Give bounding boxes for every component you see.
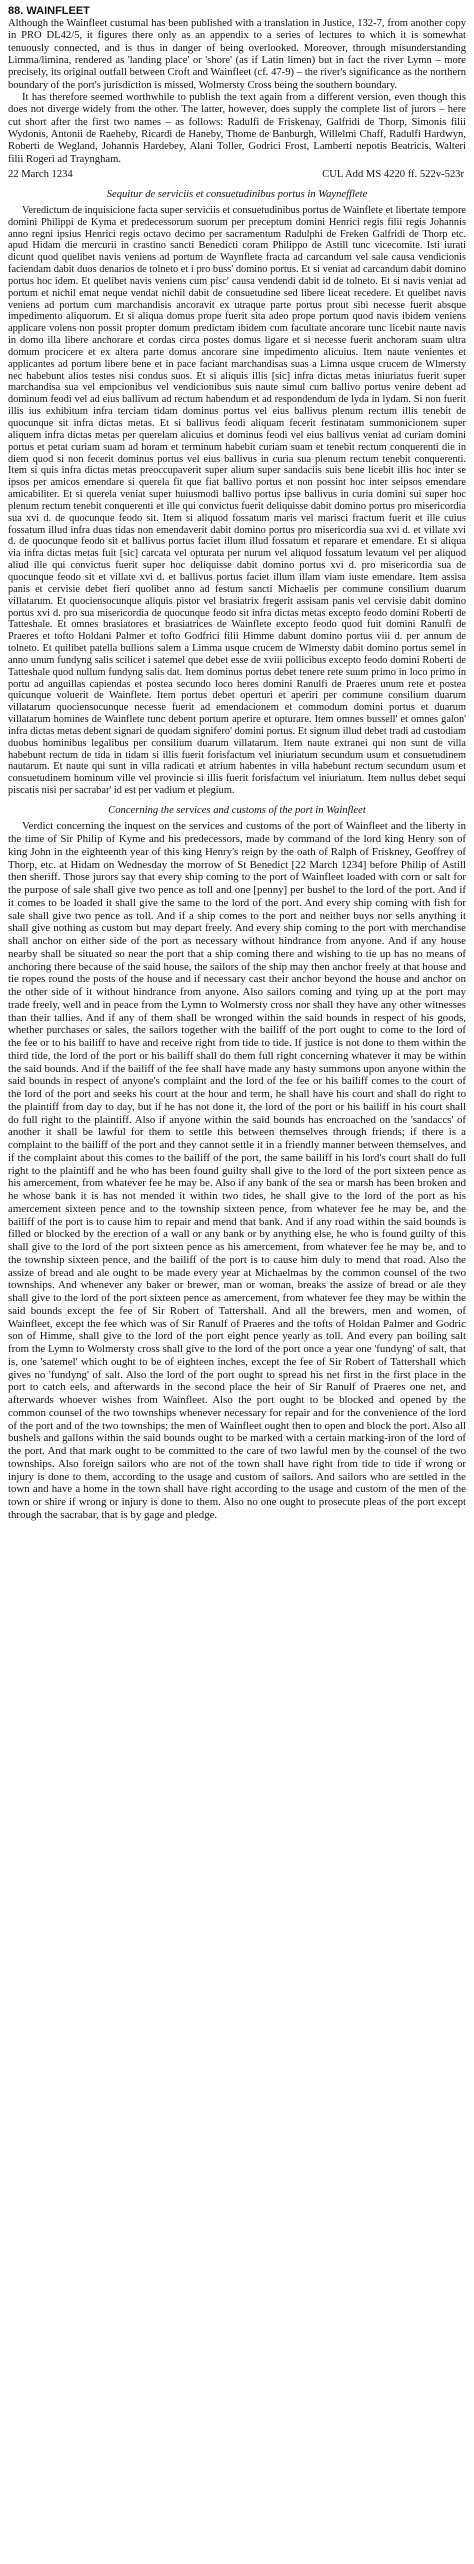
english-section (8, 820, 466, 1521)
latin-section-title: Sequitur de serviciis et consuetudinibus portus in Waynefflete (106, 189, 368, 201)
dateline (8, 169, 466, 181)
intro-paragraph-2: It has therefore seemed worthwhile to publish the text again from a different version, even though this does not diverge widely from the other. The latter, however, does supply the complete list of jurors – here cut short after the first two names – as follows: Radulfi de Friskenay, Galfridi de Thorp, Simonis filii Wydonis, Antonii de Raeheby, Ricardi de Haneby, Thome de Banburgh, Willelmi Chaff, Radulfi Hardwyn, Roberti de Wegland, Johannis Hardebey, Alani Toller, Godrici Frost, Lamberti nepotis Beatricis, Walteri filii Rogeri ad Trayngham. (8, 92, 466, 165)
document-heading: 88. WAINFLEET (8, 5, 90, 17)
document-date: 22 March 1234 (8, 169, 73, 181)
latin-text: Veredictum de inquisicione facta super serviciis et consuetudinibus portus de Wainflete et libertate tempore domini Philippi de Kyma et predecessorum suorum per preceptum domini Henrici regis filii regis Johannis anno regni ipsius Henrici regis octavo decimo per sacramentum Radulphi de Freken Galfridi de Thorp etc. apud Hidam die mercurii in crastino sancti Benedicti coram Philippo de Astill tunc vicecomite. Isti iurati dicunt quod quelibet navis veniens ad portum de Waynflete fracta ad carcandum vel sale causa vendicionis faciendam dabit duos denarios de tolneto et i pro buss' domino portus. Et si veniat ad carcandum dabit domino portus hoc idem. Et quelibet navis veniens cum pisc' causa vendendi dabit id de tolneto. Et si navis veniat ad portum et nichil emat neque vendat nichil dabit de consuetudine sed libere liceat recedere. Et quelibet navis veniens ad portum cum marchandisis ancoravit ex utraque parte portus prout sibi necesse fuerit absque impedimento aliquorum. Et si aliqua domus prope fuerit sita adeo prope portum quod navis ibidem veniens applicare volens non possit propter domum predictam ibidem cum facultate ancorare tunc licebit naute navis in domo illa libere anchorare et cordas circa postes domus ligare et si necesse fuerit anchoram suam ultra domum procicere et ex altera parte domus ancorare sine impedimento alicuius. Item naute venientes et applicantes ad portum libere bene et in pace faciant marchandisas suas a Limna usque crucem de Wlmersty nec habebunt alios testes nisi condus suos. Et si aliquis illis [sic] infra dictas metas iniuriatus fuerit super marchandisa sua vel empcionibus vel vendicionibus suis naute simul cum ballivo portus venire debent ad dominum feodi vel ad eius ballivum ad rectum habendum et ad respondendum de lyda in lydam. Si non fuerit illis ius exhibitum infra terciam tidam dominus portus vel eius ballivus plenum rectum illis tenebit de quocunque sit infra dictas metas. Et si ballivus feodi aliquam fecerit festinatam summonicionem super aliquem infra dictas metas per querelam alicuius et dominus feodi vel eius ballivus veniat ad curiam domini portus et petat curiam suam ad horam et terminum habebit curiam suam et tenebit rectum conquerenti die in diem quod si non fecerit dominus portus vel eius ballivus in curia sua plenum rectum tenebit conquerenti. Item si quis infra dictas metas preoccupaverit super alium super sandaciis suis bene licebit illis hoc inter se ipsos per amicos emendare si querela fit que fiat ballivo portus et non possint hoc inter seipsos emendare amicabiliter. Et si querela veniat super huiusmodi ballivo portus ipse ballivus in curia domini sui super hoc plenum rectum tenebit conquerenti et ille qui convictus fuerit deliquisse dabit domino portus pro misericordia sua xvi d. de quocunque feodo sit. Item si aliquod fossatum maris vel marisci fractum fuerit et ille cuius fossatum illud infra duas tidas non emendaverit dabit domino portus pro misericordia sua xvi d. et villate xvi d. de quocunque feodo sit et ballivus portus faciet illum illud fossatum et reparare et emendare. Et si aliqua via infra dictas metas fuit [sic] carcata vel opturata per nurum vel aliquod fossatum levatum vel per aliquod aliud ille qui convictus fuerit super hoc deliquisse dabit domino portus xvi d. pro misericordia sua de quocunque feodo sit et villate xvi d. et ballivus portus faciet illum illam viam iuste emendare. Item assisa panis et cervisie debet fieri quolibet anno ad festum sancti Michaelis per commune consilium duarum villatarum. Et quociensocunque aliquis pistor vel brasiatrix fregerit assisam panis vel cervisie dabit domino portus xvi d. pro sua misericordia de quocunque feodo sit infra dictas metas excepto feodo domini Roberti de Tatteshale. Et omnes brasiatores et brasiatrices de Wainflete excepto feodo quod fuit domini Ranulfi de Praeres et tofto Holdani Palmer et tofto Godfrici filii Himme dabunt domino portus viii d. per annum de tolneto. Et quilibet patella bullions salem a Limma usque crucem de Wlmersty dabit domino portus semel in anno unum fundyng salis scilicet i satemel que debet esse de xviii pollicibus excepto feodo domini Roberti de Tatteshale quod nullum fundyng salis dat. Item dominus portus debet tenere rete suum primo in loco primo in portu ad anguillas capiendas et postea secundo loco heres domini Ranulfi de Praeres unum rete et postea quicunque voluerit de Wainflete. Item portus debet operturi et aperiri per commune consilium duarum villatarum quociensocunque necesse fuerit ad emendacionem et commodum domini portus et duarum villatarum homines de Wainflete tunc debent portum aperire et opturare. Item omnes bussell' et omnes galon' infra dictas metas debent signari de quodam signifero' domini portus. Et signum illud debet tradi ad custodiam duobus hominibus legalibus per consilium duarum villatarum. Item naute extranei qui non sunt de villa habebunt rectum de tida in tidam si illis fuerit forisfactum vel iniuriatum secundum usum et consuetudinem nautarum. Et naute qui sunt in villa radicati et atrium habentes in villa habebunt rectum secundum usum et consuetudinem hominum ville vel provincie si illis fuerit forisfactum vel iniuriatum. Item nullus debet sequi piscatis nisi per sacrabar' id est per vadium et plegium. (8, 204, 466, 797)
manuscript-source: CUL Add MS 4220 ff. 522v-523r (322, 169, 464, 181)
english-text: Verdict concerning the inquest on the services and customs of the port of Wainfleet and the liberty in the time of Sir Philip of Kyme and his predecessors, made by command of the lord king Henry son of king John in the eighteenth year of this king Henry's reign by the oath of Ralph of Friskney, Geoffrey of Thorp, etc. at Hidam on Wednesday the morrow of St Benedict [22 March 1234] before Philip of Astill then sheriff. Those jurors say that every ship coming to the port of Wainfleet loaded with corn or salt for the purpose of sale shall give two pence as toll and one [penny] per bushel to the lord of the port. And if it comes to be loaded it shall give the same to the lord of the port. And every ship coming with fish for sale shall give two pence as toll. And if a ship comes to the port and neither buys nor sells anything it shall give nothing as custom but may depart freely. And every ship coming to the port with merchandise shall anchor on either side of the port as necessary without hindrance from anyone. And if any house nearby shall be situated so near the port that a ship coming there and wishing to tie up has no means of anchoring there because of the said house, the sailors of the ship may then anchor freely at that house and tie ropes round the posts of the house and if necessary cast their anchor beyond the house and anchor on the other side of it without hindrance from anyone. Also sailors coming and tying up at the port may trade freely, well and in peace from the Lymn to Wolmersty cross nor shall they have any other witnesses than their tallies. And if any of them shall be wronged within the said bounds in respect of his goods, whether purchases or sales, the sailors together with the bailiff of the port ought to come to the lord of the fee or to his bailiff to have and receive right from tide to tide. If justice is not done to them within the third tide, the lord of the port or his bailiff shall do them full right concerning whatever it may be within the said bounds. And if the bailiff of the fee shall have made any hasty summons upon anyone within the said bounds in respect of anyone's complaint and the lord of the fee or his bailiff comes to the court of the lord of the port and seeks his court at the hour and term, he shall have his court and shall do right to the plaintiff from day to day, but if he has not done it, the lord of the port or his bailiff in his court shall do full right to the plaintiff. Also if anyone within the said bounds has encroached on the 'sandaccs' of another it shall be lawful for them to settle this between themselves through friends; if there is a complaint to the bailiff of the port and they cannot settle it in a friendly manner between themselves, and if the complaint about this comes to the bailiff of the port, the same bailiff in his lord's court shall do full right to the plaintiff and he who has been found guilty shall give to the lord of the port sixteen pence as his amercement, from whatever fee he may be. Also if any bank of the sea or marsh has been broken and he whose bank it is has not mended it within two tides, he shall give to the lord of the port as his amercement sixteen pence and to the township sixteen pence, from whatever fee he may be, and the bailiff of the port is to cause him to repair and mend that bank. And if any road within the said bounds is filled or blocked by the erection of a wall or any bank or by anything else, he who is found guilty of this shall give to the lord of the port sixteen pence as his amercement, from whatever fee he may be, and to the township sixteen pence, and the bailiff of the port is to cause him duly to mend that road. Also the assize of bread and ale ought to be made every year at Michaelmas by the common counsel of the two townships. And whenever any baker or brewer, man or woman, breaks the assize of bread or ale they shall give to the lord of the port sixteen pence as amercement, from whatever fee they may be within the said bounds except the fee of Sir Robert of Tattershall. And all the brewers, men and women, of Wainfleet, except the fee which was of Sir Ranulf of Praeres and the tofts of Holdan Palmer and Godric son of Himme, shall give to the lord of the port eight pence yearly as toll. And every pan boiling salt from the Lymn to Wolmersty cross shall give to the lord of the port once a year one 'fundyng' of salt, that is, one 'satemel' which ought to be of eighteen inches, except the fee of Sir Robert of Tattershall which gives no 'fundyng' of salt. Also the lord of the port ought to spread his net first in the first place in the port to catch eels, and afterwards in the second place the heir of Sir Ranulf of Praeres one net, and afterwards whoever wishes from Wainfleet. Also the port ought to be blocked and opened by the common counsel of the two townships whenever necessary for repair and for the convenience of the lord of the port and of the two townships; the men of Wainfleet ought then to open and block the port. Also all bushels and gallons within the said bounds ought to be marked with a certain marking-iron of the lord of the port. And that mark ought to be committed to the care of two lawful men by the counsel of the two townships. Also foreign sailors who are not of the town shall have right from tide to tide if wrong or injury is done to them, according to the usage and custom of sailors. And sailors who are settled in the town and have a home in the town shall have right according to the usage and custom of the men of the town or shire if wrong or injury is done to them. Also no one ought to prosecute pleas of the port except through the sacrabar, that is by gage and pledge. (8, 820, 466, 1521)
introduction (8, 18, 466, 166)
latin-section (8, 205, 466, 797)
intro-paragraph-1: Although the Wainfleet custumal has been published with a translation in Justice, 132-7, from another copy in PRO DL42/5, it figures there only as an appendix to a series of lectures to which it is somewhat tenuously connected, and is thus in danger of being overlooked. Moreover, through misunderstanding Limma/limina, rendered as 'landing place' or 'shore' (as if Latin limen) but in fact the river Lymn – more precisely, its original outfall between Croft and Wainfleet (cf. 47-9) – the river's significance as the northern boundary of the port's jurisdiction is missed, Wolmersty Cross being the southern boundary. (8, 18, 466, 91)
english-section-title: Concerning the services and customs of the port in Wainfleet (108, 805, 366, 816)
